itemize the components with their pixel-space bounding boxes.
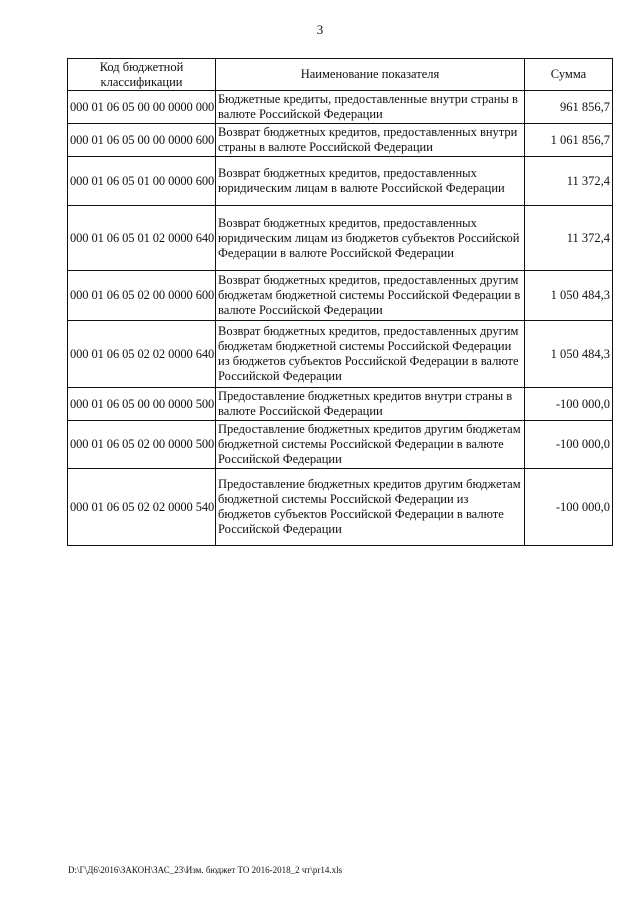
table-row — [68, 321, 613, 388]
row-code: 000 01 06 05 02 00 0000 500 — [68, 421, 216, 469]
row-name: Возврат бюджетных кредитов, предоставленных юридическим лицам в валюте Российской Федерации — [216, 157, 525, 206]
header-code: Код бюджетной классификации — [68, 59, 216, 91]
row-code: 000 01 06 05 02 02 0000 640 — [68, 321, 216, 388]
table-row — [68, 157, 613, 206]
table-header-row — [68, 59, 613, 91]
header-sum: Сумма — [525, 59, 613, 91]
row-code: 000 01 06 05 02 00 0000 600 — [68, 271, 216, 321]
table-row — [68, 124, 613, 157]
row-name: Возврат бюджетных кредитов, предоставленных юридическим лицам из бюджетов субъектов Российской Федерации в валюте Российской Федерации — [216, 206, 525, 271]
table-row — [68, 388, 613, 421]
header-name: Наименование показателя — [216, 59, 525, 91]
row-name: Предоставление бюджетных кредитов внутри страны в валюте Российской Федерации — [216, 388, 525, 421]
row-sum: 1 050 484,3 — [525, 271, 613, 321]
row-code: 000 01 06 05 02 02 0000 540 — [68, 469, 216, 546]
row-name: Возврат бюджетных кредитов, предоставленных другим бюджетам бюджетной системы Российской Федерации в валюте Российской Федерации — [216, 271, 525, 321]
row-name: Бюджетные кредиты, предоставленные внутри страны в валюте Российской Федерации — [216, 91, 525, 124]
row-sum: 1 050 484,3 — [525, 321, 613, 388]
footer-file-path: D:\Г\Д6\2016\ЗАКОН\ЗАС_23\Изм. бюджет ТО 2016-2018_2 чт\pr14.xls — [68, 865, 343, 875]
row-sum: 11 372,4 — [525, 157, 613, 206]
table-row — [68, 271, 613, 321]
row-sum: -100 000,0 — [525, 421, 613, 469]
row-sum: -100 000,0 — [525, 388, 613, 421]
table-row — [68, 421, 613, 469]
row-name: Предоставление бюджетных кредитов другим бюджетам бюджетной системы Российской Федерации в валюте Российской Федерации — [216, 421, 525, 469]
row-code: 000 01 06 05 00 00 0000 500 — [68, 388, 216, 421]
row-code: 000 01 06 05 00 00 0000 600 — [68, 124, 216, 157]
row-sum: 1 061 856,7 — [525, 124, 613, 157]
page-number: 3 — [316, 22, 324, 37]
budget-table — [67, 58, 613, 546]
table-row — [68, 469, 613, 546]
table-row — [68, 91, 613, 124]
row-sum: 11 372,4 — [525, 206, 613, 271]
row-sum: -100 000,0 — [525, 469, 613, 546]
row-code: 000 01 06 05 01 02 0000 640 — [68, 206, 216, 271]
row-name: Предоставление бюджетных кредитов другим бюджетам бюджетной системы Российской Федерации из бюджетов субъектов Российской Федерации в валюте Российской Федерации — [216, 469, 525, 546]
row-name: Возврат бюджетных кредитов, предоставленных другим бюджетам бюджетной системы Российской Федерации из бюджетов субъектов Российской Федерации в валюте Российской Федерации — [216, 321, 525, 388]
row-code: 000 01 06 05 01 00 0000 600 — [68, 157, 216, 206]
table-row — [68, 206, 613, 271]
row-code: 000 01 06 05 00 00 0000 000 — [68, 91, 216, 124]
row-name: Возврат бюджетных кредитов, предоставленных внутри страны в валюте Российской Федерации — [216, 124, 525, 157]
row-sum: 961 856,7 — [525, 91, 613, 124]
